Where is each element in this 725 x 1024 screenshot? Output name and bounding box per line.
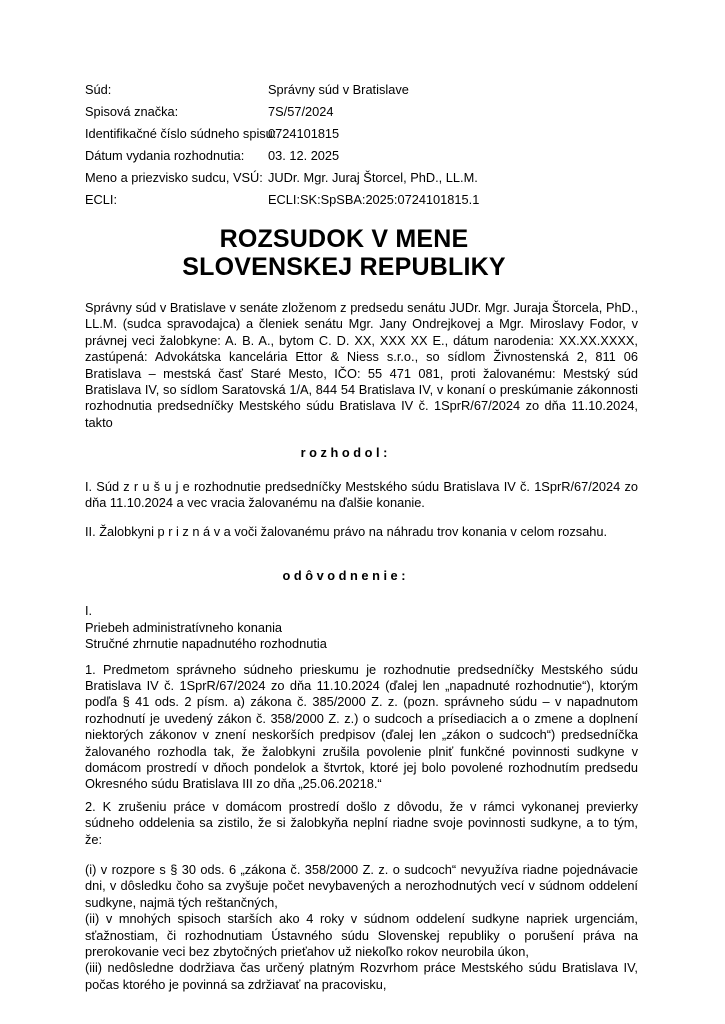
reasoning-paragraph-2: 2. K zrušeniu práce v domácom prostredí došlo z dôvodu, že v rámci vykonanej previerky súdneho oddelenia sa zistilo, že si žalobkyňa neplní riadne svoje povinnosti sudkyne, a to tým, že:	[85, 798, 638, 847]
metadata-label-decision-date: Dátum vydania rozhodnutia:	[85, 148, 245, 163]
verdict-heading: r o z h o d o l :	[300, 445, 388, 461]
verdict-item-1: I. Súd z r u š u j e rozhodnutie predsedníčky Mestského súdu Bratislava IV č. 1SprR/67/2024 zo dňa 11.10.2024 a vec vracia žalovanému na ďalšie konanie.	[85, 478, 638, 511]
reasoning-paragraph-1: 1. Predmetom správneho súdneho prieskumu je rozhodnutie predsedníčky Mestského súdu Bratislava IV č. 1SprR/67/2024 zo dňa 11.10.2024 (ďalej len „napadnuté rozhodnutie“), ktorým podľa § 41 ods. 2 písm. a) zákona č. 385/2000 Z. z. (pozn. správneho súdu – v napadnutom rozhodnutí je uvedený zákon č. 358/2000 Z. z.) o sudcoch a prísediacich a o zmene a doplnení niektorých zákonov v znení neskorších predpisov (ďalej len „zákon o sudcoch“) predsedníčka žalovaného rozhodla tak, že žalobkyni zrušila povolenie plniť funkčné povinnosti sudkyne v domácom prostredí v dňoch pondelok a štvrtok, ktoré jej bolo povolené rozhodnutím predsedu Okresného súdu Bratislava III zo dňa „25.06.20218.“	[85, 661, 638, 792]
section-subtitle-1: Priebeh administratívneho konania	[85, 619, 283, 635]
finding-item-ii: (ii) v mnohých spisoch starších ako 4 roky v súdnom oddelení sudkyne napriek urgenciám, sťažnostiam, či rozhodnutiam Ústavného súdu Slovenskej republiky o porušení práva na prerokovanie veci bez zbytočných prieťahov už niekoľko rokov neurobila úkon,	[85, 911, 638, 959]
document-content	[85, 0, 638, 993]
metadata-value-court: Správny súd v Bratislave	[268, 82, 409, 97]
findings-list	[85, 862, 638, 993]
reasoning-heading: o d ô v o d n e n i e :	[282, 567, 406, 583]
finding-item-iii: (iii) nedôsledne dodržiava čas určený platným Rozvrhom práce Mestského súdu Bratislava IV, počas ktorého je povinná sa zdržiavať na pracovisku,	[85, 960, 638, 992]
metadata-row	[85, 189, 638, 211]
judgment-title-line2: SLOVENSKEJ REPUBLIKY	[182, 253, 506, 281]
metadata-row	[85, 101, 638, 123]
section-subtitle-2: Stručné zhrnutie napadnutého rozhodnutia	[85, 636, 327, 652]
metadata-label-judge-name: Meno a priezvisko sudcu, VSÚ:	[85, 170, 263, 185]
metadata-label-court: Súd:	[85, 82, 112, 97]
metadata-row	[85, 123, 638, 145]
verdict-item-2: II. Žalobkyni p r i z n á v a voči žalovanému právo na náhradu trov konania v celom rozsahu.	[85, 524, 608, 540]
judgment-title-line1: ROZSUDOK V MENE	[219, 225, 469, 253]
metadata-row	[85, 145, 638, 167]
section-heading	[85, 603, 638, 652]
metadata-row	[85, 79, 638, 101]
metadata-value-ecli: ECLI:SK:SpSBA:2025:0724101815.1	[268, 192, 480, 207]
section-number: I.	[85, 603, 93, 619]
metadata-value-judge-name: JUDr. Mgr. Juraj Štorcel, PhD., LL.M.	[268, 170, 478, 185]
judgment-title	[85, 225, 603, 281]
intro-paragraph: Správny súd v Bratislave v senáte zloženom z predsedu senátu JUDr. Mgr. Juraja Štorcela, PhD., LL.M. (sudca spravodajca) a členiek senátu Mgr. Jany Ondrejkovej a Mgr. Miroslavy Fodor, v právnej veci žalobkyne: A. B. A., bytom C. D. XX, XXX XX E., dátum narodenia: XX.XX.XXXX, zastúpená: Advokátska kancelária Ettor & Niess s.r.o., so sídlom Živnostenská 2, 811 06 Bratislava – mestská časť Staré Mesto, IČO: 55 471 081, proti žalovanému: Mestský súd Bratislava IV, so sídlom Saratovská 1/A, 844 54 Bratislava IV, v konaní o preskúmanie zákonnosti rozhodnutia predsedníčky Mestského súdu Bratislava IV č. 1SprR/67/2024 zo dňa 11.10.2024, takto	[85, 300, 638, 430]
metadata-label-case-id: Identifikačné číslo súdneho spisu:	[85, 126, 277, 141]
metadata-value-case-id: 0724101815	[268, 126, 340, 141]
metadata-value-decision-date: 03. 12. 2025	[268, 148, 340, 163]
finding-item-i: (i) v rozpore s § 30 ods. 6 „zákona č. 358/2000 Z. z. o sudcoch“ nevyužíva riadne pojednávacie dni, v dôsledku čoho sa zvyšuje počet nevybavených a nerozhodnutých vecí v súdnom oddelení sudkyne, najmä tých reštančných,	[85, 861, 638, 910]
case-metadata	[85, 79, 638, 211]
metadata-row	[85, 167, 638, 189]
metadata-label-file-number: Spisová značka:	[85, 104, 179, 119]
metadata-value-file-number: 7S/57/2024	[268, 104, 334, 119]
metadata-label-ecli: ECLI:	[85, 192, 118, 207]
